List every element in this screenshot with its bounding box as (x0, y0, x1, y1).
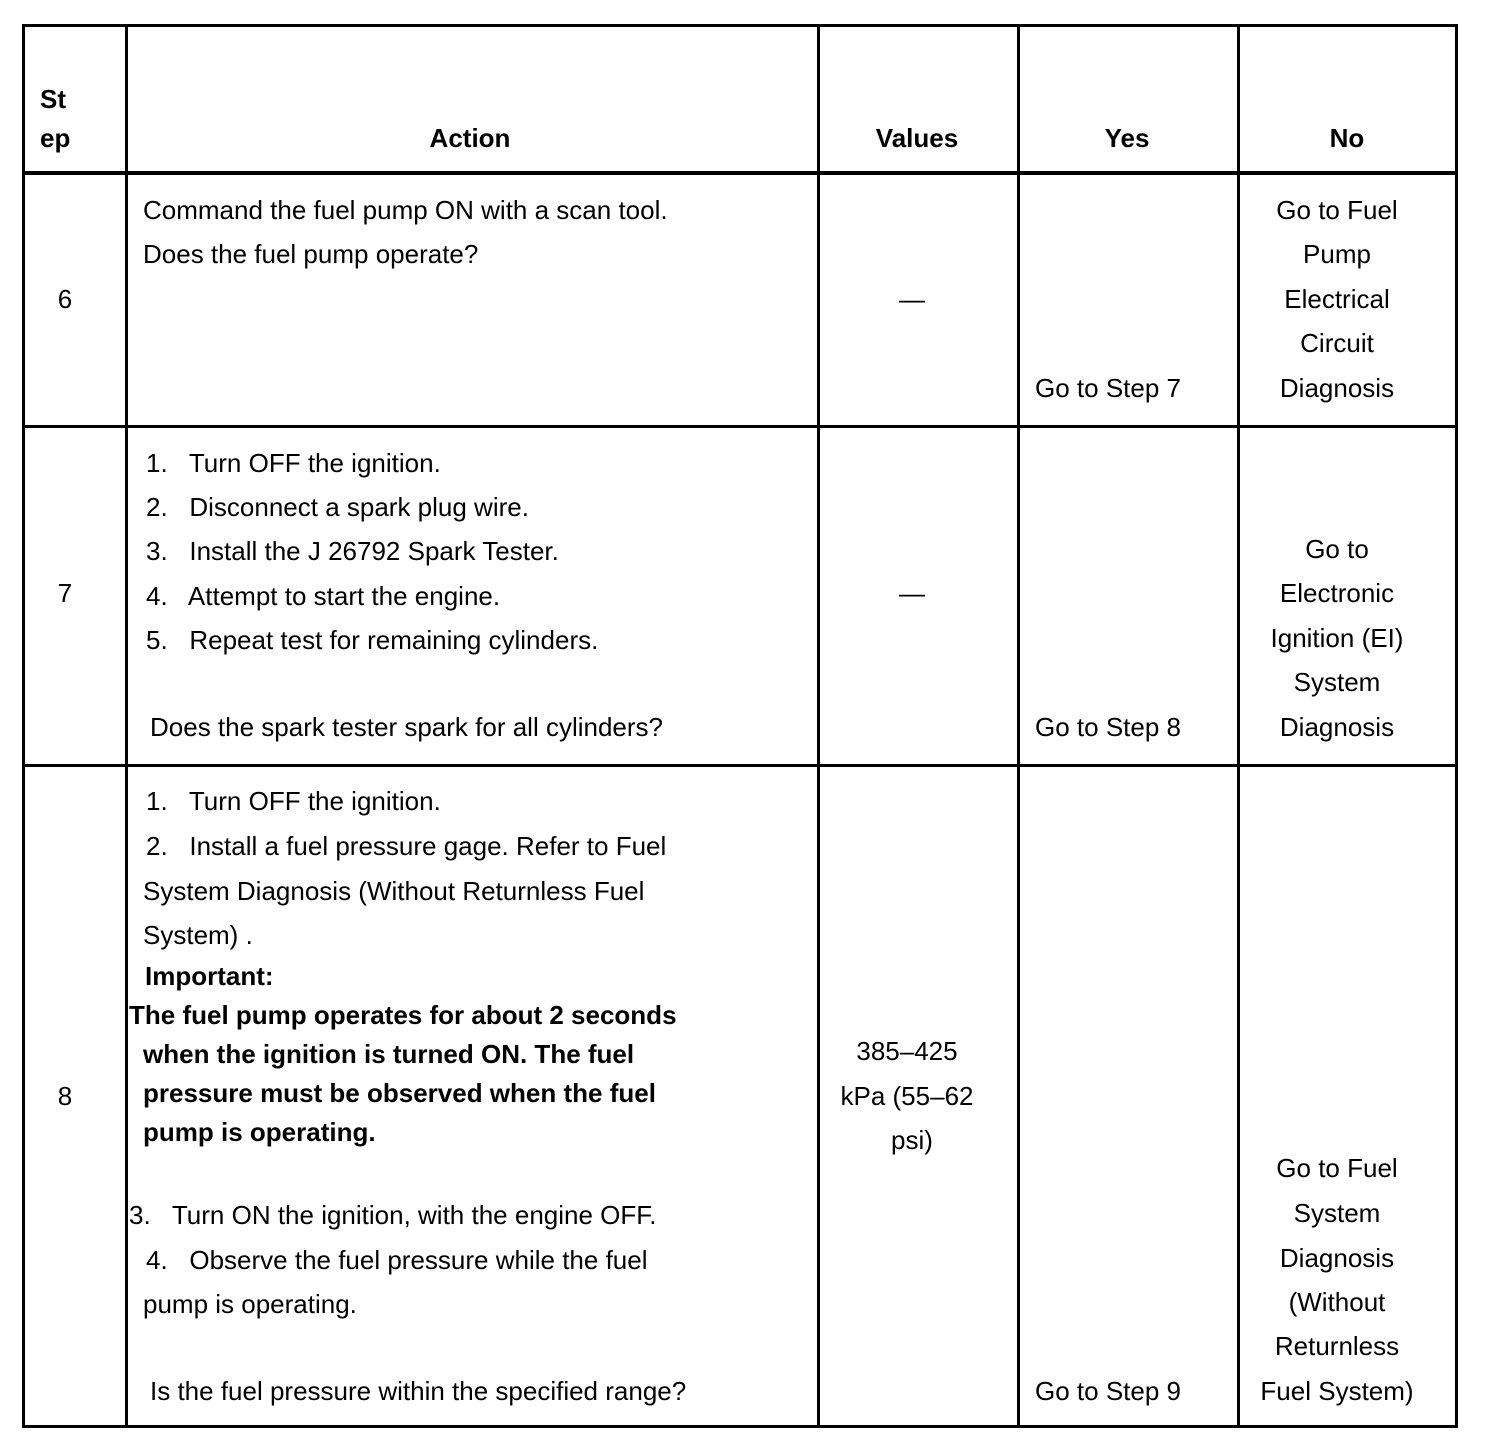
important-note-line: pressure must be observed when the fuel (143, 1078, 656, 1108)
row-8-action-question: Is the fuel pressure within the specified range? (150, 1376, 687, 1406)
row-6-no-line: Circuit (1300, 328, 1374, 358)
row-6-action-line: Command the fuel pump ON with a scan tool. (143, 195, 668, 225)
row-7-no-line: Electronic (1279, 578, 1395, 608)
row-8-no-line: Fuel System) (1260, 1376, 1414, 1406)
row-7-value: — (899, 578, 925, 608)
important-label: Important: (145, 961, 274, 991)
row-7-yes: Go to Step 8 (1035, 712, 1181, 742)
row-8-yes: Go to Step 9 (1035, 1376, 1181, 1406)
row-8-value-line: kPa (55–62 (840, 1081, 974, 1111)
row-8-action-line: 2. Install a fuel pressure gage. Refer to Fuel (146, 831, 667, 861)
row-6-no-line: Electrical (1284, 284, 1390, 314)
column-divider (817, 27, 820, 1425)
row-7-action-line: 4. Attempt to start the engine. (146, 581, 501, 611)
header-yes: Yes (1104, 123, 1150, 153)
row-7-no-line: Diagnosis (1279, 712, 1395, 742)
row-8-action-line: System Diagnosis (Without Returnless Fuel (143, 876, 645, 906)
column-divider (125, 27, 128, 1425)
header-step-line2: ep (40, 123, 71, 153)
row-divider (25, 425, 1455, 428)
row-8-action-line: pump is operating. (143, 1289, 357, 1319)
row-8-value-line: 385–425 (856, 1036, 958, 1066)
row-6-no-line: Go to Fuel (1276, 195, 1398, 225)
row-8-action-line: System) . (143, 920, 253, 950)
row-6-yes: Go to Step 7 (1035, 373, 1181, 403)
row-8-action-line: 1. Turn OFF the ignition. (146, 786, 441, 816)
row-6-no-line: Pump (1303, 239, 1371, 269)
important-note-line: pump is operating. (143, 1117, 376, 1147)
row-8-no-line: System (1293, 1198, 1381, 1228)
row-6-step: 6 (57, 284, 73, 314)
row-8-value-line: psi) (891, 1125, 933, 1155)
row-7-action-question: Does the spark tester spark for all cylinders? (150, 712, 663, 742)
row-6-value: — (899, 284, 925, 314)
header-action: Action (429, 123, 511, 153)
row-7-action-line: 2. Disconnect a spark plug wire. (146, 492, 529, 522)
row-7-action-line: 3. Install the J 26792 Spark Tester. (146, 536, 559, 566)
header-divider (25, 171, 1455, 175)
row-7-action-line: 5. Repeat test for remaining cylinders. (146, 625, 599, 655)
row-7-no-line: System (1293, 667, 1381, 697)
row-6-no-line: Diagnosis (1279, 373, 1395, 403)
header-step-line1: St (40, 84, 66, 114)
row-6-action-line: Does the fuel pump operate? (143, 239, 479, 269)
row-divider (25, 764, 1455, 767)
header-values: Values (875, 123, 959, 153)
header-no: No (1329, 123, 1365, 153)
important-note-line: when the ignition is turned ON. The fuel (143, 1039, 635, 1069)
row-7-step: 7 (57, 578, 73, 608)
row-7-action-line: 1. Turn OFF the ignition. (146, 448, 441, 478)
row-8-action-line: 4. Observe the fuel pressure while the fuel (146, 1245, 648, 1275)
row-8-step: 8 (57, 1081, 73, 1111)
row-8-no-line: Returnless (1274, 1331, 1400, 1361)
row-8-no-line: (Without (1288, 1287, 1386, 1317)
row-8-action-line: 3. Turn ON the ignition, with the engine OFF. (129, 1200, 657, 1230)
row-7-no-line: Go to (1305, 534, 1369, 564)
row-7-no-line: Ignition (EI) (1270, 623, 1404, 653)
row-8-no-line: Diagnosis (1279, 1243, 1395, 1273)
row-8-no-line: Go to Fuel (1276, 1153, 1398, 1183)
column-divider (1017, 27, 1020, 1425)
important-note-line: The fuel pump operates for about 2 seconds (129, 1000, 677, 1030)
